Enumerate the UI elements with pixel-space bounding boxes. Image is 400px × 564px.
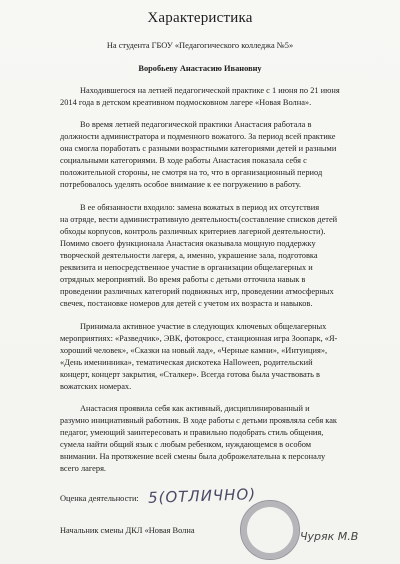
- paragraph-line: Помимо своего функционала Анастасия оказывала мощную поддержку: [60, 239, 316, 248]
- paragraph-line: на отряде, вести административную деятельность(составление списков детей: [60, 215, 338, 224]
- paragraph-line: сумела найти общий язык с любым ребенком, нуждающемся в особом: [60, 440, 312, 449]
- paragraph-line: всего лагеря.: [60, 464, 107, 473]
- paragraph-line: мероприятиях: «Разведчик», ЭВК, фотокросс, станционная игра Зоопарк, «Я-: [60, 334, 338, 343]
- document-title: Характеристика: [147, 10, 253, 26]
- paragraph-line: Принимала активное участие в следующих ключевых общелагерных: [80, 322, 327, 331]
- intro-line: 2014 года в детском креативном подмосковном лагере «Новая Волна».: [60, 98, 312, 107]
- paragraph-line: «День именинника», тематическая дискотека Halloween, родительский: [60, 358, 313, 367]
- document-subtitle: На студента ГБОУ «Педагогического колледжа №5»: [106, 41, 294, 50]
- signature: Чуряк М.В: [300, 530, 359, 543]
- grade-label: Оценка деятельности:: [60, 494, 139, 503]
- paragraph-line: вожатских номерах.: [60, 382, 132, 391]
- grade-value: 5(ОТЛИЧНО): [147, 485, 257, 507]
- paragraph-line: свечек, постановке номеров для детей с учетом их возраста и навыков.: [60, 299, 313, 308]
- paragraph-line: социальными категориями. В ходе работы Анастасия показала себя с: [60, 156, 307, 165]
- paragraph-line: Анастасия проявила себя как активный, дисциплинированный и: [80, 404, 310, 413]
- paragraph-line: В ее обязанности входило: замена вожатых в период их отсутствия: [80, 203, 320, 212]
- paragraph-line: внимании. На протяжение всей смены была доброжелательна к персоналу: [60, 452, 326, 461]
- paragraph-line: хороший человек», «Сказки на новый лад», «Черные камни», «Интуиция»,: [60, 346, 328, 355]
- paragraph-line: педагог, умеющий заинтересовать и правильно подобрать стиль общения,: [60, 428, 324, 437]
- paragraph-line: творческой деятельности лагеря, а, именно, украшение зала, подготовка: [60, 251, 318, 260]
- paragraph-line: она смогла поработать с разными возрастными категориями детей и разными: [60, 144, 337, 153]
- paragraph-line: потребовалось уделять особое внимание к ее погружению в работу.: [60, 180, 302, 189]
- stamp-seal: [240, 500, 300, 560]
- paragraph-line: Во время летней педагогической практики Анастасия работала в: [80, 120, 312, 129]
- intro-line: Находившегося на летней педагогической практике с 1 июня по 21 июня: [80, 86, 340, 95]
- paragraph-line: отрядных мероприятий. Во время работы с детьми отточила навык в: [60, 275, 306, 284]
- paragraph-line: проведении различных категорий подвижных игр, проведении атмосферных: [60, 287, 334, 296]
- paragraph-line: должности администратора и подменного вожатого. За период всей практике: [60, 132, 336, 141]
- paragraph-line: обходы корпусов, контроль различных критериев лагерной деятельности).: [60, 227, 326, 236]
- paragraph-line: положительной стороны, не смотря на то, что в организационный период: [60, 168, 323, 177]
- paragraph-line: разумно инициативный работник. В ходе работы с детьми проявляла себя как: [60, 416, 338, 425]
- signer-label: Начальник смены ДКЛ «Новая Волна: [60, 526, 195, 535]
- paragraph-line: концерт, концерт закрытия, «Сталкер». Всегда готова была участвовать в: [60, 370, 321, 379]
- student-name: Воробьеву Анастасию Ивановну: [138, 64, 262, 73]
- paragraph-line: реквизита и непосредственное участие в организации общелагерных и: [60, 263, 313, 272]
